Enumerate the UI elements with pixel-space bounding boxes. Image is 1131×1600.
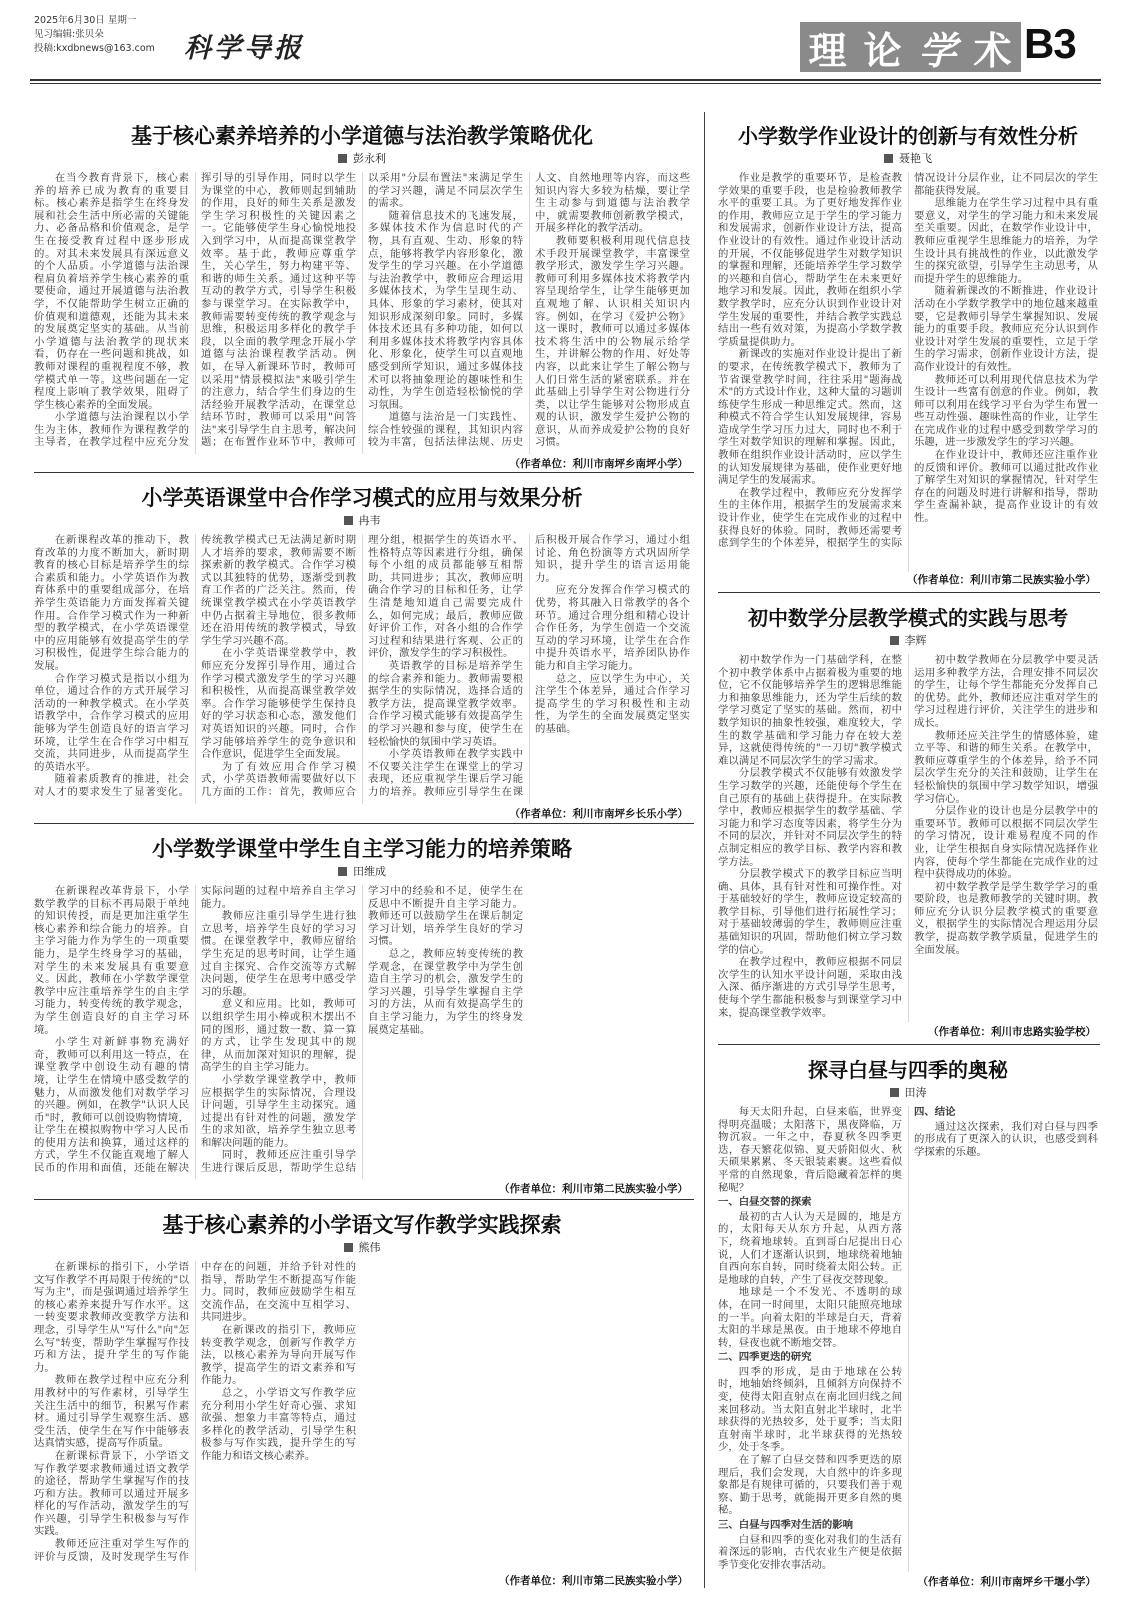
- article-divider: [34, 823, 694, 824]
- paragraph: 每天太阳升起，白昼来临，世界变得明亮温暖；太阳落下，黑夜降临，万物沉寂。一年之中，春夏秋冬四季更迭，春天繁花似锦、夏天骄阳似火、秋天硕果累累、冬天银装素裹。这些看似平常的自然现象，背后隐藏着怎样的奥秘呢？: [718, 1106, 902, 1194]
- article-divider: [34, 1199, 694, 1200]
- article-author: [34, 150, 690, 166]
- paragraph: 分层教学模式不仅能够有效激发学生学习数学的兴趣，还能使每个学生在自己原有的基础上获得提升。在实际教学中，教师应根据学生的数学基础、学习能力和学习态度等因素，将学生分为不同的层次，并针对不同层次学生的特点制定相应的教学目标、教学内容和教学方法。: [718, 767, 902, 868]
- article-title: 探寻白昼与四季的奥秘: [808, 1058, 1008, 1082]
- section-heading: 二、四季更迭的研究: [718, 1351, 812, 1364]
- paragraph: 地球是一个不发光、不透明的球体，在同一时间里，太阳只能照亮地球的一半。向着太阳的半球是白天，背着太阳的半球是黑夜。由于地球不停地自转，昼夜也就不断地交替。: [718, 1286, 902, 1349]
- paragraph: 最初的古人认为天是圆的，地是方的，太阳每天从东方升起，从西方落下，绕着地球转。直到哥白尼提出日心说，人们才逐渐认识到，地球绕着地轴自西向东自转，同时绕着太阳公转。正是地球的自转，产生了昼夜交替现象。: [718, 1210, 902, 1286]
- section-heading: 一、白昼交替的探索: [718, 1196, 812, 1209]
- paragraph: 在作业设计中，教师还应注重作业的反馈和评价。教师可以通过批改作业了解学生对知识的掌握情况，针对学生存在的问题及时进行讲解和指导，帮助学生查漏补缺，提高作业设计的有效性。: [914, 449, 1098, 525]
- article-title: 小学数学作业设计的创新与有效性分析: [738, 124, 1078, 148]
- article-author: [34, 863, 690, 879]
- paragraph: 在新课改的指引下，教师应转变教学观念，创新写作教学方法，以核心素养为导向开展写作教学，提高学生的语文素养和写作能力。: [201, 1323, 356, 1387]
- article: [718, 1046, 1098, 1592]
- article: [34, 112, 690, 470]
- newspaper-logo: 科学导报: [184, 33, 304, 64]
- article-divider: [34, 472, 694, 473]
- paragraph: 在教学过程中，教师应根据不同层次学生的认知水平设计问题，采取由浅入深、循序渐进的方式引导学生思考，使每个学生都能积极参与到课堂学习中来，提高课堂教学效率。: [718, 956, 902, 1019]
- paragraph: 为了有效应用合作学习模式，小学英语教师需要做好以下几方面的工作：首先，教师应合理分组，根据学生的英语水平、性格特点等因素进行分组，确保每个小组的成员都能够互相帮助，共同进步；其次，教师应明确合作学习的目标和任务，让学生清楚地知道自己需要完成什么，如何完成；最后，教师应做好评价工作，对各小组的合作学习过程和结果进行客观、公正的评价，激发学生的学习积极性。: [201, 534, 523, 798]
- author-name: 李辉: [904, 634, 927, 647]
- paragraph: 教师要积极利用现代信息技术手段开展课堂教学，丰富课堂教学形式，激发学生学习兴趣。教师可利用多媒体技术将教学内容呈现给学生，让学生能够更加直观地了解、认识相关知识内容。例如，在学习《爱护公物》这一课时，教师可以通过多媒体技术将生活中的公物展示给学生，并讲解公物的作用、好处等内容，以此来让学生了解公物与人们日常生活的紧密联系。并在此基础上引导学生对公物进行分类，以让学生能够对公物形成直观的认识，激发学生爱护公物的意识，从而养成爱护公物的良好习惯。: [535, 234, 690, 449]
- section-char: 学: [918, 27, 957, 73]
- date-line: 2025年6月30日 星期一: [34, 15, 137, 26]
- author-name: 田涛: [904, 1086, 927, 1099]
- section-char: 论: [863, 28, 902, 73]
- paragraph: 新课改的实施对作业设计提出了新的要求，在传统教学模式下，教师为了节省课堂教学时间，往往采用"题海战术"的方式设计作业，这种大量的习题训练使学生形成一种思维定式。然而，这种模式不符合学生认知发展规律，容易造成学生学习压力过大，同时也不利于学生对数学知识的理解和掌握。因此，教师在组织作业设计活动时，应以学生的认知发展规律为基础，使作业更好地满足学生的发展需求。: [718, 348, 902, 487]
- author-unit: （作者单位：利川市第二民族实验小学）: [907, 574, 1096, 586]
- paragraph: 在新课程改革背景下，小学数学教学的目标不再局限于单纯的知识传授，而是更加注重学生核心素养和综合能力的培养。自主学习能力作为学生的一项重要能力，是学生终身学习的基础，对学生的未来发展具有重要意义。因此，教师在小学数学课堂教学中应注重培养学生的自主学习能力，转变传统的教学观念，为学生创造良好的自主学习环境。: [34, 885, 189, 1036]
- paragraph: 四季的形成，是由于地球在公转时，地轴始终倾斜，且倾斜方向保持不变，使得太阳直射点在南北回归线之间来回移动。当太阳直射北半球时，北半球获得的光热较多，处于夏季；当太阳直射南半球时，北半球获得的光热较少，处于冬季。: [718, 1365, 902, 1454]
- paragraph: 道德与法治是一门实践性、综合性较强的课程，其知识内容较为丰富，包括法律法规、历史人文、自然地理等内容，而这些知识内容大多较为枯燥，要让学生主动参与到道德与法治教学中，就需要教师创新教学模式，开展多样化的教学活动。: [368, 172, 690, 449]
- article-author: [718, 1084, 1098, 1100]
- paragraph: 在教学过程中，教师应充分发挥学生的主体作用，根据学生的发展需求来设计作业，使学生在完成作业的过程中获得良好的体验。同时，教师还需要考虑到学生的个体差异，根据学生的实际情况设计分层作业，让不同层次的学生都能获得发展。: [718, 172, 1098, 550]
- article-author: [34, 1239, 690, 1255]
- author-name: 冉韦: [358, 514, 381, 527]
- section-heading: 四、结论: [914, 1106, 956, 1118]
- section-banner: [800, 22, 1021, 72]
- paragraph: 英语教学的目标是培养学生的综合素养和能力。教师需要根据学生的实际情况，选择合适的教学方法，提高课堂教学效率。合作学习模式能够有效提高学生的学习兴趣和参与度，使学生在轻松愉快的氛围中学习英语。: [368, 659, 523, 748]
- article: [718, 594, 1098, 1042]
- paragraph: 初中数学作为一门基础学科，在整个初中教学体系中占据着极为重要的地位，它不仅能够培养学生的逻辑思维能力和抽象思维能力，还为学生后续的数学学习奠定了坚实的基础。然而，初中数学知识的抽象性较强，难度较大，学生的数学基础和学习能力存在较大差异，这就使得传统的"一刀切"教学模式难以满足不同层次学生的学习需求。: [718, 654, 902, 767]
- author-name: 田维成: [353, 865, 386, 878]
- section-heading: 三、白昼与四季对生活的影响: [718, 1519, 854, 1531]
- author-name: 聂艳飞: [899, 152, 932, 165]
- article-author: [718, 150, 1098, 166]
- author-unit: （作者单位：利川市忠路实验学校）: [928, 1026, 1096, 1038]
- paragraph: 通过这次探索，我们对白昼与四季的形成有了更深入的认识，也感受到科学探索的乐趣。: [914, 1120, 1098, 1158]
- author-name: 彭永利: [353, 152, 386, 165]
- article-title: 小学数学课堂中学生自主学习能力的培养策略: [152, 837, 572, 861]
- paragraph: 小学生对新鲜事物充满好奇，教师可以利用这一特点，在课堂教学中创设生动有趣的情境，让学生在情境中感受数学的魅力，从而激发他们对数学学习的兴趣。例如，在教学"认识人民币"时，教师可以创设购物情境，让学生在模拟购物中学习人民币的使用方法和换算，通过这样的方式，学生不仅能直观地了解人民币的作用和面值，还能在解决实际问题的过程中培养自主学习能力。: [34, 885, 356, 1175]
- article: [718, 112, 1098, 590]
- article-body: [718, 172, 1098, 572]
- paragraph: 小学道德与法治课程以小学生为主体，教师作为课程教学的主导者，在教学过程中应充分发挥引导的引导作用，同时以学生为课堂的中心，教师则起到辅助的作用，良好的师生关系是激发学生学习积极性的关键因素之一。它能够使学生身心愉悦地投入到学习中，从而提高课堂教学效率。基于此，教师应尊重学生，关心学生，努力构建平等、和谐的师生关系。通过这种平等互动的教学方式，引导学生积极参与课堂学习。在实际教学中，教师需要转变传统的教学观念与思维，积极运用多样化的教学手段，以全面的教学理念开展小学道德与法治课程教学活动。例如，在导入新课环节时，教师可以采用"情景模拟法"来吸引学生的注意力，结合学生们身边的生活经验开展教学活动，在课堂总结环节时，教师可以采用"问答法"来引导学生自主思考，解决问题；在布置作业环节中，教师可以采用"分层布置法"来满足学生的学习兴趣，满足不同层次学生的需求。: [34, 172, 523, 449]
- article-divider: [718, 1044, 1100, 1045]
- article-body: [718, 1106, 1098, 1572]
- article-body: [34, 534, 690, 804]
- author-unit: （作者单位：利川市第二民族实验小学）: [499, 1183, 688, 1195]
- article-title: 初中数学分层教学模式的实践与思考: [748, 606, 1068, 630]
- paragraph: 同时，教师还应注重引导学生进行课后反思，帮助学生总结学习中的经验和不足，使学生在反思中不断提升自主学习能力。教师还可以鼓励学生在课后制定学习计划，培养学生良好的学习习惯。: [201, 885, 523, 1175]
- paragraph: 白昼和四季的变化对我们的生活有着深远的影响，古代农业生产便是依据季节变化安排农事活动。: [718, 1533, 902, 1571]
- email-line: 投稿:kxdbnews@163.com: [34, 43, 155, 54]
- article: [34, 474, 690, 822]
- paragraph: 初中数学教师在分层教学中要灵活运用多种教学方法，合理安排不同层次的学生，让每个学生都能充分发挥自己的优势。此外，教师还应注重对学生的学习过程进行评价，关注学生的进步和成长。: [914, 654, 1098, 729]
- paragraph: 意义和应用。比如，教师可以组织学生用小棒或积木摆出不同的图形，通过数一数、算一算的方式，让学生发现其中的规律，从而加深对知识的理解，提高学生的自主学习能力。: [201, 998, 356, 1074]
- paragraph: 小学数学课堂教学中，教师应根据学生的实际情况，合理设计问题，引导学生主动探究。通过提出有针对性的问题，激发学生的求知欲，培养学生独立思考和解决问题的能力。: [201, 1073, 356, 1149]
- paragraph: 在小学英语课堂教学中，教师应充分发挥引导作用，通过合作学习模式激发学生的学习兴趣和积极性，从而提高课堂教学效率。合作学习能够使学生保持良好的学习状态和心态，激发他们对英语知识的兴趣。同时，合作学习能够培养学生的竞争意识和合作意识，促进学生全面发展。: [201, 647, 356, 761]
- paragraph: 总之，小学语文写作教学应充分利用小学生好奇心强、求知欲强、想象力丰富等特点，通过多样化的教学活动，引导学生积极参与写作实践，提升学生的写作能力和语文核心素养。: [201, 1386, 356, 1462]
- page-number: B3: [1024, 20, 1076, 67]
- paragraph: 分层作业的设计也是分层教学中的重要环节。教师可以根据不同层次学生的学习情况，设计难易程度不同的作业，让学生根据自身实际情况选择作业内容，使每个学生都能在完成作业的过程中获得成功的体验。: [914, 805, 1098, 881]
- paragraph: 在新课程改革的推动下，教育改革的力度不断加大，新时期教育的核心目标是培养学生的综合素质和能力。小学英语作为教育体系中的重要组成部分，在培养学生英语能力方面发挥着关键作用。合作学习模式作为一种新型的教学模式，在小学英语课堂中的应用能够有效提高学生的学习积极性，促进学生综合能力的发展。: [34, 534, 189, 672]
- paragraph: 合作学习模式是指以小组为单位，通过合作的方式开展学习活动的一种教学模式。在小学英语教学中，合作学习模式的应用能够为学生创造良好的语言学习环境，让学生在合作学习中相互交流，共同进步，从而提高学生的英语水平。: [34, 672, 189, 773]
- paragraph: 分层教学模式下的教学目标应当明确、具体，具有针对性和可操作性。对于基础较好的学生，教师应设定较高的教学目标，引导他们进行拓展性学习；对于基础较薄弱的学生，教师则应注重基础知识的巩固，帮助他们树立学习数学的信心。: [718, 868, 902, 956]
- paragraph: 在新课标的指引下，小学语文写作教学不再局限于传统的"以写为主"，而是强调通过培养学生的核心素养来提升写作水平。这一转变要求教师改变教学方法和理念，引导学生从"写什么"向"怎么写"转变，帮助学生掌握写作技巧和方法，提升学生的写作能力。: [34, 1261, 189, 1374]
- article-divider: [718, 592, 1100, 593]
- masthead-rule-thin: [30, 83, 1101, 84]
- paragraph: 初中数学教学是学生数学学习的重要阶段，也是教师教学的关键时期。教师应充分认识分层教学模式的重要意义，根据学生的实际情况合理运用分层教学，提高数学教学质量，促进学生的全面发展。: [914, 880, 1098, 956]
- author-unit: （作者单位：利川市第二民族实验小学）: [499, 1575, 688, 1587]
- column-separator: [704, 112, 705, 1588]
- paragraph: 教师还应关注学生的情感体验，建立平等、和谐的师生关系。在教学中，教师应尊重学生的个体差异，给予不同层次学生充分的关注和鼓励，让学生在轻松愉快的氛围中学习数学知识，增强学习信心。: [914, 729, 1098, 805]
- article-body: [34, 172, 690, 454]
- paragraph: 教师还应注重对学生写作的评价与反馈，及时发现学生写作中存在的问题，并给予针对性的指导，帮助学生不断提高写作能力。同时，教师应鼓励学生相互交流作品，在交流中互相学习、共同进步。: [34, 1261, 356, 1563]
- paragraph: 随着信息技术的飞速发展，多媒体技术作为信息时代的产物，具有直观、生动、形象的特点，能够将教学内容形象化，激发学生的学习兴趣。在小学道德与法治教学中，教师应合理运用多媒体技术，为学生呈现生动、具体、形象的学习素材，使其对知识形成深刻印象。同时，多媒体技术还具有多种功能，如何以利用多媒体技术将教学内容具体化、形象化，使学生可以直观地感受到所学知识，通过多媒体技术可以将抽象理论的趣味性和生动性，为学生创造轻松愉悦的学习氛围。: [368, 209, 523, 411]
- paragraph: 作业是教学的重要环节，是检查教学效果的重要手段，也是检验教师教学水平的重要工具。为了更好地发挥作业的作用，教师应立足于学生的学习能力和发展需求，创新作业设计方法，提高作业设计的有效性。通过作业设计活动的开展，不仅能够促进学生对数学知识的掌握和理解，还能培养学生学习数学的兴趣和自信心，帮助学生在未来更好地学习和发展。因此，教师在组织小学数学教学时，应充分认识到作业设计对学生发展的重要性，并结合教学实践总结出一些有效对策，为提高小学数学教学质量提供助力。: [718, 172, 902, 348]
- article-title: 基于核心素养培养的小学道德与法治教学策略优化: [131, 124, 593, 148]
- paragraph: 总之，教师应转变传统的教学观念，在课堂教学中为学生创造自主学习的机会，激发学生的学习兴趣，引导学生掌握自主学习的方法，从而有效提高学生的自主学习能力，为学生的终身发展奠定基础。: [368, 947, 523, 1036]
- paragraph: 在当今教育背景下，核心素养的培养已成为教育的重要目标。核心素养是指学生在终身发展和社会生活中所必需的关键能力、必备品格和价值观念，是学生在接受教育过程中逐步形成的。对其未来发展具有深远意义的个人品质。小学道德与法治课程肩负着培养学生核心素养的重要使命，通过开展道德与法治教学，不仅能帮助学生树立正确的价值观和道德观，还能为其未来的发展奠定坚实的基础。从当前小学道德与法治教学的现状来看，仍存在一些问题和挑战，如教师对课程的重视程度不够，教学模式单一等。这些问题在一定程度上影响了教学效果，阻碍了学生核心素养的全面发展。: [34, 172, 189, 411]
- article-author: [718, 632, 1098, 648]
- paragraph: 应充分发挥合作学习模式的优势，将其融入日常教学的各个环节。通过合理分组和精心设计合作任务，为学生创造一个交流互动的学习环境，让学生在合作中提升英语水平，培养团队协作能力和自主学习能力。: [535, 584, 690, 672]
- article-body: [34, 885, 690, 1179]
- article-author: [34, 512, 690, 528]
- article: [34, 1201, 690, 1591]
- author-unit: （作者单位：利川市南坪乡南坪小学）: [509, 458, 688, 470]
- paragraph: 随着新课改的不断推进，作业设计活动在小学数学教学中的地位越来越重要，它是教师引导学生掌握知识、发展能力的重要手段。教师应充分认识到作业设计对学生发展的重要性，立足于学生的学习需求，创新作业设计方法，提高作业设计的有效性。: [914, 285, 1098, 373]
- author-name: 熊伟: [358, 1241, 381, 1254]
- editor-line: 见习编辑:张贝朵: [34, 29, 104, 40]
- paragraph: 总之，应以学生为中心，关注学生个体差异，通过合作学习提高学生的学习积极性和主动性，为学生的全面发展奠定坚实的基础。: [535, 672, 690, 735]
- section-char: 术: [973, 28, 1012, 73]
- paragraph: 教师在教学过程中应充分利用教材中的写作素材，引导学生关注生活中的细节，积累写作素材。通过引导学生观察生活、感受生活，使学生在写作中能够表达真情实感，提高写作质量。: [34, 1374, 189, 1450]
- author-unit: （作者单位：利川市南坪乡长乐小学）: [509, 808, 688, 820]
- article-body: [718, 654, 1098, 1022]
- paragraph: 在新课标背景下，小学语文写作教学要求教师通过语文教学的途径，帮助学生掌握写作的技巧和方法。教师可以通过开展多样化的写作活动，激发学生的写作兴趣，引导学生积极参与写作实践。: [34, 1449, 189, 1538]
- paragraph: 教师还可以利用现代信息技术为学生设计一些富有创意的作业。例如，教师可以利用在线学习平台为学生布置一些互动性强、趣味性高的作业，让学生在完成作业的过程中感受到数学学习的乐趣，进一步激发学生的学习兴趣。: [914, 373, 1098, 449]
- paragraph: 教师应注重引导学生进行独立思考，培养学生良好的学习习惯。在课堂教学中，教师应留给学生充足的思考时间，让学生通过自主探究、合作交流等方式解决问题，使学生在思考中感受学习的乐趣。: [201, 910, 356, 998]
- author-unit: （作者单位：利川市南坪乡干堰小学）: [917, 1576, 1096, 1588]
- section-char: 理: [808, 28, 847, 73]
- paragraph: 在了解了白昼交替和四季更迭的原理后，我们会发现，大自然中的许多现象都是有规律可循的，只要我们善于观察、勤于思考，就能揭开更多自然的奥秘。: [718, 1454, 902, 1517]
- article-title: 基于核心素养的小学语文写作教学实践探索: [162, 1213, 562, 1237]
- paragraph: 思维能力在学生学习过程中具有重要意义，对学生的学习能力和未来发展至关重要。因此，在数学作业设计中，教师应重视学生思维能力的培养，为学生设计具有挑战性的作业，以此激发学生的探究欲望，引导学生主动思考，从而提升学生的思维能力。: [914, 197, 1098, 285]
- masthead-rule: [30, 79, 1101, 81]
- article-body: [34, 1261, 690, 1571]
- paragraph: 随着素质教育的推进，社会对人才的要求发生了显著变化。传统教学模式已无法满足新时期人才培养的要求，教师需要不断探索新的教学模式。合作学习模式以其独特的优势，逐渐受到教育工作者的广泛关注。然而，传统课堂教学模式在小学英语教学中仍占据着主导地位，很多教师还在沿用传统的教学模式，导致学生学习兴趣不高。: [34, 534, 356, 798]
- article-title: 小学英语课堂中合作学习模式的应用与效果分析: [141, 486, 583, 510]
- article: [34, 825, 690, 1197]
- paragraph: 小学英语教师在教学实践中不仅要关注学生在课堂上的学习表现，还应重视学生课后学习能力的培养。教师应引导学生在课后积极开展合作学习，通过小组讨论、角色扮演等方式巩固所学知识，提升学生的语言运用能力。: [368, 534, 690, 798]
